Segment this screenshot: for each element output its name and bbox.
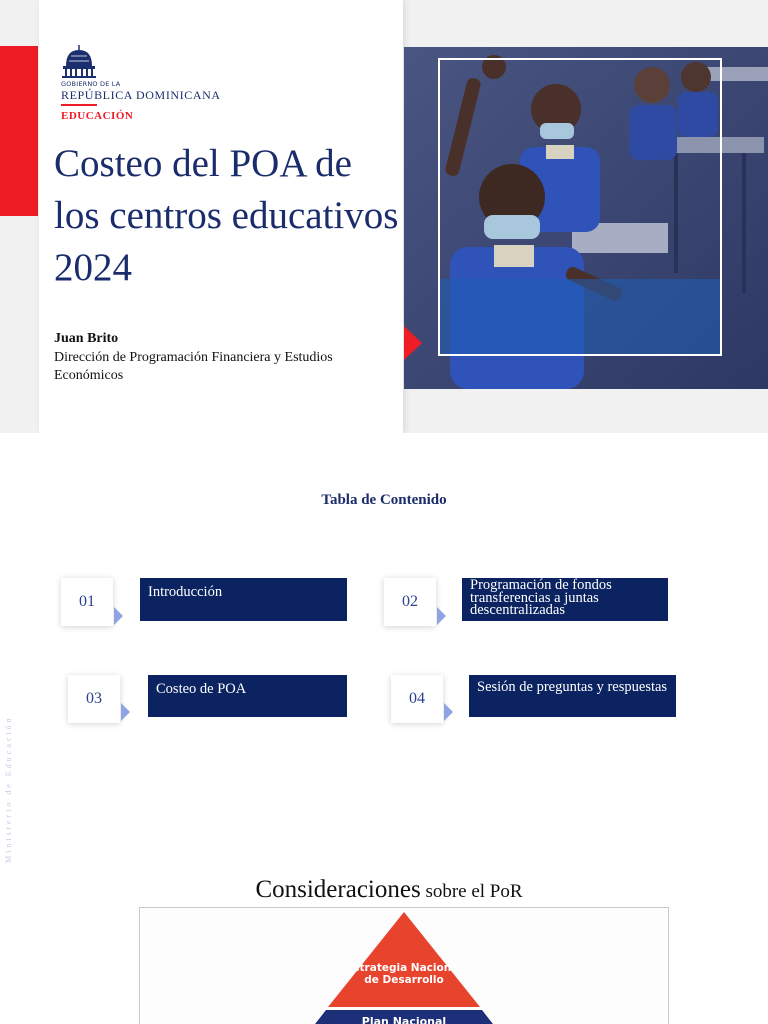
toc-arrow-icon (114, 607, 123, 625)
toc-number-02: 02 (384, 578, 436, 626)
photo-frame (438, 58, 722, 356)
considerations-slide (0, 865, 768, 1024)
ministry-watermark: Ministerio de Educación (4, 715, 13, 863)
title-card (39, 0, 403, 433)
logo-educacion-text: EDUCACIÓN (61, 110, 134, 122)
presentation-title: Costeo del POA de los centros educativos 2024 (54, 142, 399, 289)
toc-number-01: 01 (61, 578, 113, 626)
red-accent-bar (0, 46, 38, 216)
toc-item-introduccion[interactable]: Introducción (140, 578, 347, 621)
toc-item-costeo-poa[interactable]: Costeo de POA (148, 675, 347, 717)
pyramid-tier-plan-nacional: Plan Nacional (361, 1015, 447, 1024)
considerations-title (0, 876, 768, 904)
toc-number-03: 03 (68, 675, 120, 723)
logo-republica-text: REPÚBLICA DOMINICANA (61, 88, 221, 102)
title-slide (0, 0, 768, 433)
toc-title: Tabla de Contenido (321, 492, 447, 508)
toc-item-programacion[interactable]: Programación de fondos transferencias a juntas descentralizadas (462, 578, 668, 621)
logo-gobierno-text: GOBIERNO DE LA (61, 80, 121, 88)
toc-number-04: 04 (391, 675, 443, 723)
toc-arrow-icon (121, 703, 130, 721)
considerations-title-rest: sobre el PoR (420, 881, 523, 902)
table-of-contents-slide (0, 433, 768, 865)
considerations-title-main: Consideraciones (255, 876, 421, 903)
dome-emblem-icon (60, 44, 98, 78)
pyramid-tier-end: Estrategia Nacional de Desarrollo (346, 962, 462, 986)
government-logo (60, 44, 230, 124)
toc-item-preguntas[interactable]: Sesión de preguntas y respuestas (469, 675, 676, 717)
department-name: Dirección de Programación Financiera y Estudios Económicos (54, 350, 333, 383)
toc-arrow-icon (437, 607, 446, 625)
logo-divider (61, 104, 97, 106)
author-name: Juan Brito (54, 331, 119, 346)
planning-pyramid-diagram (139, 907, 669, 1024)
toc-arrow-icon (444, 703, 453, 721)
red-arrow-marker (404, 326, 422, 360)
